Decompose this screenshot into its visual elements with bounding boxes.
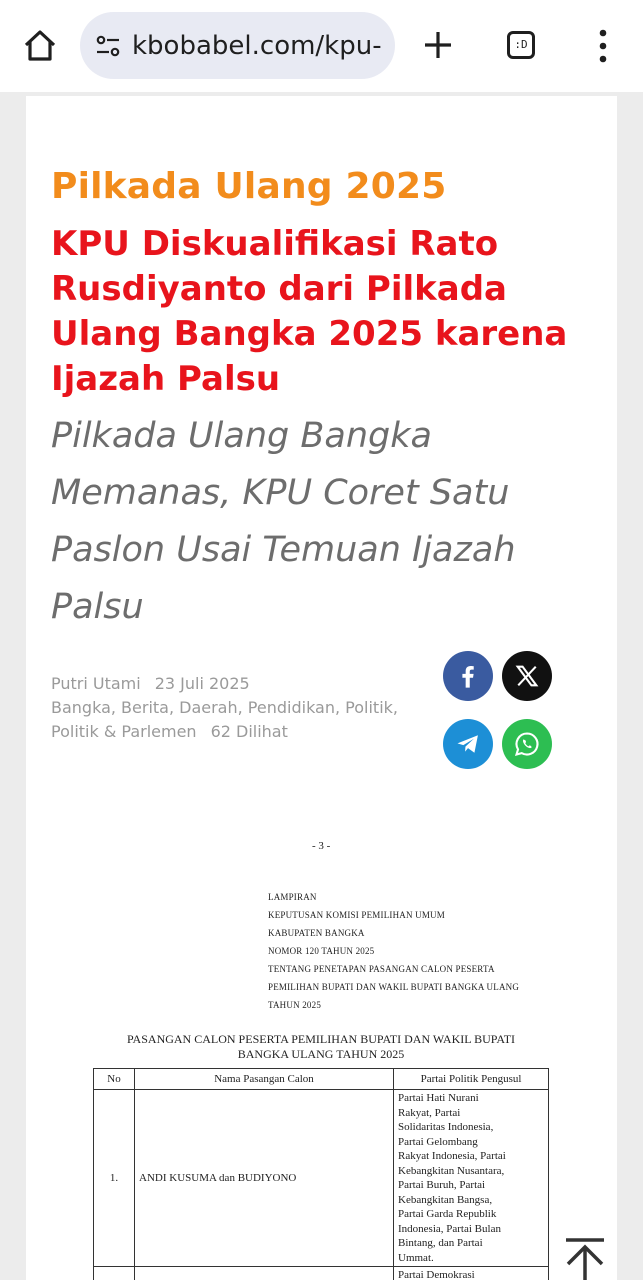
document-lampiran: LAMPIRAN KEPUTUSAN KOMISI PEMILIHAN UMUM KABUPATEN BANGKA NOMOR 120 TAHUN 2025 TENTANG PENETAPAN PASANGAN CALON PESERTA PEMILIHAN BUPATI DAN WAKIL BUPATI BANGKA ULANG TAHUN 2025 <box>268 892 520 1010</box>
table-row <box>94 1267 549 1280</box>
address-bar[interactable] <box>80 12 395 79</box>
site-settings-icon[interactable] <box>94 32 122 60</box>
x-icon <box>513 662 541 690</box>
table-header: Partai Politik Pengusul <box>394 1069 549 1090</box>
table-header-row <box>94 1069 549 1090</box>
article-subheadline: Pilkada Ulang Bangka Memanas, KPU Coret Satu Paslon Usai Temuan Ijazah Palsu <box>51 416 516 627</box>
document-image <box>26 816 617 1280</box>
table-row <box>94 1090 549 1267</box>
more-menu-icon[interactable] <box>596 28 610 64</box>
table-header: No <box>94 1069 135 1090</box>
article-meta <box>51 672 431 744</box>
table-cell-nama: ANDI KUSUMA dan BUDIYONO <box>135 1090 394 1267</box>
share-telegram-button[interactable] <box>443 719 493 769</box>
scroll-to-top-icon[interactable] <box>560 1236 610 1280</box>
table-cell-no: 1. <box>94 1090 135 1267</box>
whatsapp-icon <box>513 730 541 758</box>
document-page-number: - 3 - <box>312 840 331 852</box>
url-text[interactable]: kbobabel.com/kpu- <box>132 30 382 61</box>
share-facebook-button[interactable] <box>443 651 493 701</box>
category-links-cont[interactable]: Politik & Parlemen <box>51 722 197 741</box>
category-links[interactable]: Bangka, Berita, Daerah, Pendidikan, Politik, <box>51 698 398 717</box>
telegram-icon <box>454 730 482 758</box>
browser-toolbar <box>0 0 643 92</box>
article-card <box>26 96 617 1280</box>
publish-date: 23 Juli 2025 <box>154 674 250 693</box>
document-title: PASANGAN CALON PESERTA PEMILIHAN BUPATI DAN WAKIL BUPATI BANGKA ULANG TAHUN 2025 <box>126 1032 516 1061</box>
table-cell-partai: Partai Hati Nurani Rakyat, Partai Solidaritas Indonesia, Partai Gelombang Rakyat Indonesia, Partai Kebangkitan Nusantara, Partai Buruh, Partai Kebangkitan Bangsa, Partai Garda Republik Indonesia, Partai Bulan Bintang, dan Partai Ummat. <box>394 1090 549 1267</box>
table-cell-partai: Partai Demokrasi <box>394 1267 549 1280</box>
new-tab-icon[interactable] <box>421 28 455 62</box>
facebook-icon <box>454 662 482 690</box>
article-kicker: Pilkada Ulang 2025 <box>51 166 447 207</box>
article-headline: KPU Diskualifikasi Rato Rusdiyanto dari Pilkada Ulang Bangka 2025 karena Ijazah Palsu <box>51 224 568 399</box>
share-whatsapp-button[interactable] <box>502 719 552 769</box>
table-header: Nama Pasangan Calon <box>135 1069 394 1090</box>
candidate-table <box>93 1068 549 1280</box>
tab-switcher-button[interactable]: :D <box>507 31 535 59</box>
author-link[interactable]: Putri Utami <box>51 674 141 693</box>
view-count: 62 Dilihat <box>210 722 288 741</box>
home-icon[interactable] <box>22 28 58 64</box>
share-x-button[interactable] <box>502 651 552 701</box>
